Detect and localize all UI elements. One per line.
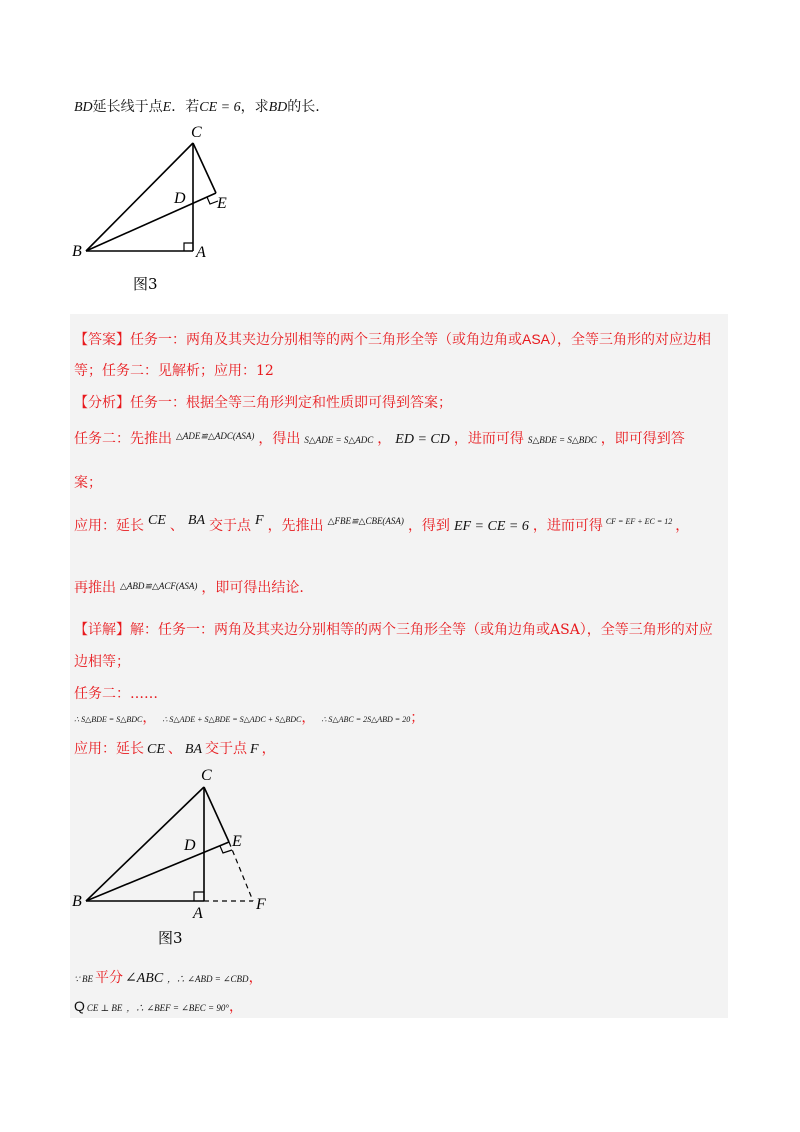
analysis-line-1	[74, 393, 452, 413]
answer-tag: 【答案】	[74, 332, 130, 348]
segment-be	[86, 842, 229, 901]
problem-statement	[74, 97, 320, 118]
math-eq-3: ∴ S△ABC = 2S△ABD = 20	[321, 715, 411, 724]
analysis-text: ，进而可得	[453, 431, 524, 447]
label-a: A	[193, 905, 203, 922]
math-ef-ce: EF = CE = 6	[453, 519, 529, 534]
label-f: F	[256, 896, 266, 913]
label-d: D	[184, 837, 196, 854]
analysis-text: ，得到	[407, 518, 450, 534]
math-angle-bef-bec: ，∴ ∠BEF = ∠BEC = 90°	[126, 1003, 229, 1013]
analysis-text: 任务一：根据全等三角形判定和性质即可得到答案；	[130, 395, 452, 411]
math-ce: CE	[148, 513, 166, 528]
q-symbol: Q	[74, 998, 85, 1014]
analysis-text: ，即可得到答	[600, 431, 685, 447]
math-area-bde-bdc: S△BDE = S△BDC	[527, 435, 597, 445]
analysis-text: 应用：延长	[74, 518, 144, 534]
math-angle-abd-cbd: ，∴ ∠ABD = ∠CBD	[167, 974, 249, 984]
problem-math-ce: CE = 6	[199, 100, 241, 115]
proof-line-2	[74, 996, 243, 1018]
math-f: F	[250, 742, 259, 757]
proof-text: ，	[248, 970, 263, 986]
analysis-text: 再推出	[74, 580, 116, 596]
label-c: C	[191, 124, 202, 141]
label-e: E	[232, 833, 242, 850]
right-angle-a	[184, 243, 193, 251]
analysis-line-4	[74, 511, 689, 537]
detail-line-3	[74, 684, 158, 704]
analysis-text: ，得出	[258, 431, 301, 447]
analysis-text: 、	[169, 518, 184, 534]
analysis-text: ，即可得出结论.	[201, 580, 304, 596]
analysis-line-3	[74, 473, 102, 493]
detail-text: 应用：延长	[74, 741, 144, 757]
problem-math-bd2: BD	[268, 100, 288, 115]
right-angle-a	[194, 892, 204, 901]
math-be: ∵ BE	[74, 974, 93, 984]
answer-line-1	[74, 329, 711, 350]
detail-application	[74, 739, 276, 760]
label-e: E	[217, 195, 227, 212]
answer-text: 等；任务二：见解析；应用：12	[74, 363, 274, 379]
math-eq-1: ∴ S△BDE = S△BDC	[74, 715, 143, 724]
detail-tag: 【详解】	[74, 622, 130, 638]
analysis-text: ，	[377, 431, 392, 447]
detail-equations	[74, 708, 424, 730]
label-b: B	[72, 243, 82, 260]
math-congruence-fbe-cbe: △FBE≌△CBE(ASA)	[327, 516, 404, 526]
figure-2-triangle	[60, 760, 290, 960]
problem-text: ．若	[171, 99, 200, 115]
answer-text: 任务一：两角及其夹边分别相等的两个三角形全等（或角边角或	[130, 332, 522, 348]
math-ce: CE	[147, 742, 165, 757]
analysis-text: 任务二：先推出	[74, 431, 172, 447]
detail-text: 边相等；	[74, 654, 130, 670]
problem-text: 的长.	[287, 99, 320, 115]
figure-2-caption: 图3	[158, 929, 183, 947]
math-congruence-ade-adc: △ADE≌△ADC(ASA)	[176, 431, 255, 441]
problem-math-e: E	[162, 100, 172, 115]
proof-text: ，	[228, 999, 243, 1015]
analysis-text: 交于点	[209, 518, 251, 534]
math-area-ade-adc: S△ADE = S△ADC	[304, 435, 374, 445]
problem-text: ，求	[240, 99, 269, 115]
detail-text: 任务二：……	[74, 686, 158, 702]
proof-text: 平分	[94, 970, 123, 986]
math-ce-perp-be: CE ⊥ BE	[86, 1003, 123, 1013]
math-ed-cd: ED = CD	[395, 432, 450, 447]
detail-text: 解：任务一：两角及其夹边分别相等的两个三角形全等（或角边角或ASA），全等三角形的对应	[130, 622, 713, 638]
math-f: F	[255, 513, 264, 528]
detail-line-1	[74, 620, 713, 640]
answer-text: ），全等三角形的对应边相	[550, 332, 712, 348]
analysis-line-5	[74, 576, 304, 598]
proof-line-1	[74, 968, 263, 989]
figure-1-caption: 图3	[133, 275, 158, 293]
analysis-text: 案；	[74, 475, 102, 491]
label-a: A	[196, 244, 206, 261]
right-angle-e	[220, 846, 232, 853]
math-cf: CF = EF + EC = 12	[605, 517, 673, 526]
math-ba: BA	[184, 742, 202, 757]
answer-line-2	[74, 361, 274, 381]
detail-text: ，	[261, 741, 276, 757]
analysis-text: ，进而可得	[532, 518, 603, 534]
math-congruence-abd-acf: △ABD≌△ACF(ASA)	[120, 581, 198, 591]
math-eq-2: ∴ S△ADE + S△BDE = S△ADC + S△BDC	[162, 715, 302, 724]
detail-line-2	[74, 652, 130, 672]
detail-text: 、	[167, 741, 182, 757]
segment-ef-dashed	[229, 842, 253, 901]
segment-be	[86, 193, 216, 251]
segment-ce	[204, 787, 229, 842]
figure-1-triangle	[60, 120, 260, 305]
detail-text: ；	[410, 710, 425, 726]
detail-text: ，	[301, 710, 316, 726]
segment-ce	[193, 143, 216, 193]
detail-text: 交于点	[205, 741, 247, 757]
problem-text: 延长线于点	[92, 99, 163, 115]
label-d: D	[174, 190, 186, 207]
detail-text: ，	[142, 710, 157, 726]
math-ba: BA	[187, 513, 205, 528]
analysis-tag: 【分析】	[74, 395, 130, 411]
answer-asa: ASA	[522, 331, 551, 347]
label-b: B	[72, 893, 82, 910]
label-c: C	[201, 767, 212, 784]
analysis-line-2	[74, 426, 685, 450]
problem-math-bd: BD	[74, 100, 93, 115]
analysis-text: ，	[675, 518, 690, 534]
analysis-text: ，先推出	[267, 518, 324, 534]
math-angle-abc: ∠ABC	[124, 971, 164, 986]
